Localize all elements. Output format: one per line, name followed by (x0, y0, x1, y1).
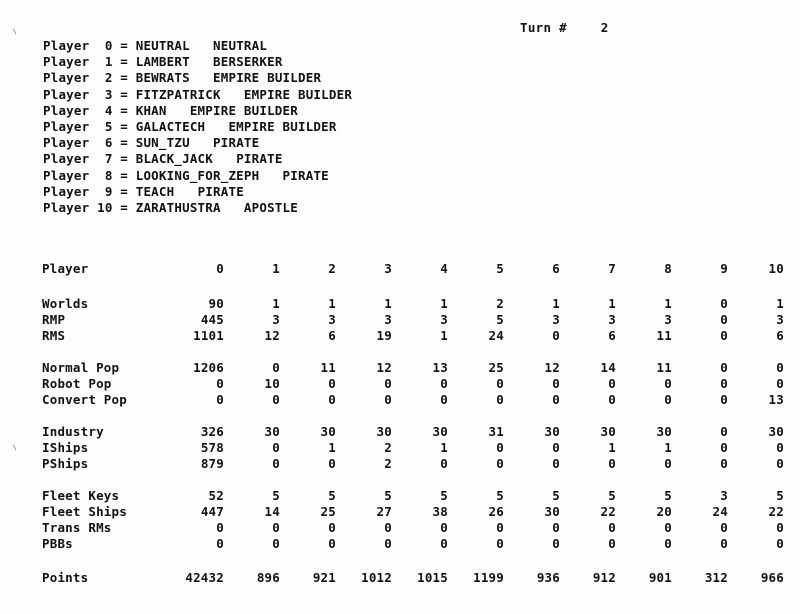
table-cell: 5 (776, 488, 784, 503)
table-cell: 0 (552, 536, 560, 551)
player-role: EMPIRE BUILDER (189, 102, 298, 118)
row-label: Normal Pop (42, 360, 120, 375)
table-cell: 25 (320, 504, 336, 519)
player-word: Player (43, 199, 90, 215)
paper-speck (13, 443, 19, 450)
paper-speck (13, 27, 19, 34)
column-header: 10 (768, 261, 784, 276)
player-role: EMPIRE BUILDER (243, 86, 353, 102)
table-cell: 0 (720, 536, 728, 551)
player-number: 8 (104, 167, 113, 183)
table-cell: 2 (384, 440, 392, 455)
player-word: Player (43, 183, 90, 199)
table-row (38, 328, 784, 344)
table-cell: 0 (720, 312, 728, 327)
table-cell: 90 (208, 296, 224, 311)
table-cell: 966 (760, 570, 784, 585)
table-cell: 12 (376, 360, 392, 375)
table-cell: 13 (768, 392, 784, 407)
table-cell: 0 (552, 520, 560, 535)
table-cell: 0 (496, 392, 504, 407)
table-cell: 0 (608, 536, 616, 551)
table-cell: 0 (496, 440, 504, 455)
table-cell: 0 (384, 520, 392, 535)
player-word: Player (43, 135, 90, 151)
table-cell: 0 (272, 360, 280, 375)
player-roster-line: Player 1 = LAMBERT BERSERKER (43, 54, 283, 70)
player-roster-line: Player 5 = GALACTECH EMPIRE BUILDER (43, 118, 337, 134)
table-cell: 42432 (185, 570, 224, 585)
player-role: EMPIRE BUILDER (228, 118, 337, 134)
table-cell: 3 (272, 312, 280, 327)
table-cell: 326 (200, 424, 224, 439)
table-cell: 0 (664, 536, 672, 551)
player-number: 6 (104, 135, 113, 151)
table-cell: 6 (776, 328, 784, 343)
table-cell: 0 (552, 456, 560, 471)
table-cell: 0 (328, 376, 336, 391)
player-name: LAMBERT (135, 54, 190, 70)
table-cell: 30 (768, 424, 784, 439)
player-name: SUN_TZU (135, 135, 190, 151)
player-name: GALACTECH (135, 118, 206, 134)
table-cell: 0 (440, 536, 448, 551)
table-row (38, 312, 784, 328)
row-label: Fleet Keys (42, 488, 120, 503)
table-cell: 30 (544, 504, 560, 519)
table-cell: 3 (608, 312, 616, 327)
player-role: NEUTRAL (213, 38, 268, 53)
player-number: 5 (104, 118, 113, 134)
table-cell: 0 (776, 520, 784, 535)
table-cell: 12 (264, 328, 280, 343)
table-cell: 27 (376, 504, 392, 519)
table-cell: 0 (776, 456, 784, 471)
table-cell: 0 (776, 376, 784, 391)
turn-label: Turn # (520, 20, 567, 35)
table-cell: 24 (712, 504, 728, 519)
player-name: LOOKING_FOR_ZEPH (135, 167, 260, 183)
table-cell: 0 (440, 376, 448, 391)
table-cell: 0 (720, 440, 728, 455)
player-roster-line: Player 10 = ZARATHUSTRA APOSTLE (43, 199, 298, 215)
table-cell: 0 (664, 520, 672, 535)
table-cell: 0 (216, 536, 224, 551)
table-cell: 1 (608, 440, 616, 455)
table-cell: 0 (552, 328, 560, 343)
table-cell: 578 (200, 440, 224, 455)
table-row (38, 504, 784, 520)
player-role: BERSERKER (213, 54, 283, 70)
table-cell: 0 (720, 520, 728, 535)
table-cell: 0 (552, 376, 560, 391)
table-cell: 24 (488, 328, 504, 343)
table-cell: 447 (200, 504, 224, 519)
table-cell: 0 (776, 440, 784, 455)
table-cell: 0 (552, 440, 560, 455)
player-role: PIRATE (282, 167, 329, 183)
table-cell: 5 (496, 312, 504, 327)
table-cell: 0 (384, 392, 392, 407)
table-cell: 10 (264, 376, 280, 391)
table-cell: 936 (536, 570, 560, 585)
player-word: Player (43, 102, 90, 118)
column-header: 5 (496, 261, 504, 276)
table-cell: 0 (608, 392, 616, 407)
table-cell: 1 (328, 440, 336, 455)
player-name: BLACK_JACK (135, 151, 213, 167)
player-word: Player (43, 86, 90, 102)
group-spacer (38, 280, 784, 296)
table-cell: 1 (776, 296, 784, 311)
table-cell: 0 (384, 376, 392, 391)
player-roster-line: Player 6 = SUN_TZU PIRATE (43, 135, 260, 151)
table-cell: 1199 (473, 570, 504, 585)
player-name: ZARATHUSTRA (135, 199, 221, 215)
table-cell: 0 (440, 392, 448, 407)
row-label: Robot Pop (42, 376, 112, 391)
table-cell: 0 (440, 456, 448, 471)
row-label: Industry (42, 424, 104, 439)
table-cell: 0 (608, 456, 616, 471)
table-cell: 0 (720, 296, 728, 311)
table-cell: 3 (776, 312, 784, 327)
table-cell: 0 (664, 392, 672, 407)
table-cell: 26 (488, 504, 504, 519)
table-cell: 6 (608, 328, 616, 343)
table-cell: 13 (432, 360, 448, 375)
player-role: PIRATE (236, 151, 283, 167)
column-header: 0 (216, 261, 224, 276)
table-cell: 445 (200, 312, 224, 327)
table-cell: 30 (600, 424, 616, 439)
table-cell: 22 (600, 504, 616, 519)
table-cell: 31 (488, 424, 504, 439)
table-cell: 0 (608, 376, 616, 391)
table-cell: 0 (216, 392, 224, 407)
table-row (38, 424, 784, 440)
table-cell: 0 (720, 328, 728, 343)
group-spacer (38, 408, 784, 424)
player-roster-line: Player 8 = LOOKING_FOR_ZEPH PIRATE (43, 167, 329, 183)
table-cell: 0 (272, 392, 280, 407)
table-cell: 30 (320, 424, 336, 439)
table-cell: 5 (664, 488, 672, 503)
table-cell: 30 (376, 424, 392, 439)
table-cell: 52 (208, 488, 224, 503)
row-label: PBBs (42, 536, 73, 551)
table-cell: 0 (496, 536, 504, 551)
player-role: APOSTLE (243, 199, 298, 215)
table-cell: 2 (496, 296, 504, 311)
player-word: Player (43, 118, 90, 134)
table-cell: 1206 (193, 360, 224, 375)
table-cell: 1 (664, 296, 672, 311)
table-cell: 0 (272, 440, 280, 455)
column-header: 2 (328, 261, 336, 276)
table-cell: 5 (608, 488, 616, 503)
group-spacer (38, 344, 784, 360)
table-row (38, 488, 784, 504)
player-number: 10 (97, 199, 113, 215)
player-name: BEWRATS (135, 70, 190, 86)
table-cell: 0 (496, 520, 504, 535)
player-role: PIRATE (213, 135, 260, 151)
table-cell: 6 (328, 328, 336, 343)
table-cell: 0 (720, 424, 728, 439)
player-roster-line: Player 4 = KHAN EMPIRE BUILDER (43, 102, 298, 118)
table-cell: 0 (272, 456, 280, 471)
column-header: 1 (272, 261, 280, 276)
table-cell: 5 (272, 488, 280, 503)
table-cell: 1 (552, 296, 560, 311)
table-cell: 0 (608, 520, 616, 535)
player-word: Player (43, 151, 90, 167)
table-row (38, 456, 784, 472)
turn-indicator (520, 20, 609, 35)
table-cell: 0 (496, 456, 504, 471)
row-label: Points (42, 570, 89, 585)
header-label: Player (42, 261, 89, 276)
table-cell: 0 (328, 456, 336, 471)
table-cell: 0 (776, 536, 784, 551)
table-cell: 11 (656, 328, 672, 343)
table-cell: 11 (320, 360, 336, 375)
column-header: 3 (384, 261, 392, 276)
table-cell: 12 (544, 360, 560, 375)
row-label: PShips (42, 456, 89, 471)
table-cell: 0 (440, 520, 448, 535)
table-cell: 2 (384, 456, 392, 471)
table-cell: 3 (384, 312, 392, 327)
row-label: Worlds (42, 296, 89, 311)
table-cell: 1 (440, 440, 448, 455)
player-roster-line: Player 7 = BLACK_JACK PIRATE (43, 151, 283, 167)
table-cell: 901 (648, 570, 672, 585)
table-cell: 3 (328, 312, 336, 327)
row-label: Fleet Ships (42, 504, 127, 519)
table-cell: 0 (776, 360, 784, 375)
table-cell: 0 (496, 376, 504, 391)
player-number: 4 (104, 102, 113, 118)
row-label: Trans RMs (42, 520, 112, 535)
table-cell: 0 (328, 536, 336, 551)
player-number: 0 (104, 38, 113, 53)
table-cell: 912 (592, 570, 616, 585)
table-cell: 3 (440, 312, 448, 327)
player-roster-line: Player 3 = FITZPATRICK EMPIRE BUILDER (43, 86, 353, 102)
column-header: 6 (552, 261, 560, 276)
player-stats-table (38, 258, 784, 588)
group-spacer (38, 552, 784, 568)
player-roster-line: Player 9 = TEACH PIRATE (43, 183, 244, 199)
player-roster (43, 38, 352, 216)
table-cell: 1 (664, 440, 672, 455)
table-cell: 30 (544, 424, 560, 439)
table-header-row (38, 258, 784, 280)
player-role: EMPIRE BUILDER (213, 70, 322, 86)
player-number: 3 (104, 86, 113, 102)
row-label: RMS (42, 328, 66, 343)
table-cell: 1015 (417, 570, 448, 585)
table-cell: 30 (264, 424, 280, 439)
player-number: 7 (104, 151, 113, 167)
table-cell: 5 (384, 488, 392, 503)
table-cell: 0 (720, 456, 728, 471)
table-cell: 0 (664, 376, 672, 391)
table-cell: 879 (200, 456, 224, 471)
table-cell: 0 (720, 360, 728, 375)
player-number: 9 (104, 183, 113, 199)
player-name: TEACH (135, 183, 175, 199)
table-cell: 0 (720, 392, 728, 407)
player-word: Player (43, 70, 90, 86)
player-number: 2 (104, 70, 113, 86)
player-name: KHAN (135, 102, 167, 118)
table-cell: 0 (720, 376, 728, 391)
table-cell: 0 (552, 392, 560, 407)
table-cell: 0 (664, 456, 672, 471)
table-cell: 0 (216, 376, 224, 391)
table-cell: 5 (328, 488, 336, 503)
table-cell: 3 (720, 488, 728, 503)
table-row (38, 392, 784, 408)
table-cell: 30 (432, 424, 448, 439)
player-name: FITZPATRICK (135, 86, 221, 102)
player-name: NEUTRAL (135, 38, 190, 53)
table-cell: 38 (432, 504, 448, 519)
table-cell: 30 (656, 424, 672, 439)
table-cell: 5 (440, 488, 448, 503)
table-cell: 5 (496, 488, 504, 503)
table-cell: 20 (656, 504, 672, 519)
table-cell: 19 (376, 328, 392, 343)
player-word: Player (43, 54, 90, 70)
table-row (38, 440, 784, 456)
player-word: Player (43, 167, 90, 183)
table-row (38, 376, 784, 392)
table-cell: 0 (328, 392, 336, 407)
table-cell: 14 (264, 504, 280, 519)
table-cell: 1 (440, 296, 448, 311)
table-cell: 3 (552, 312, 560, 327)
row-label: RMP (42, 312, 66, 327)
column-header: 7 (608, 261, 616, 276)
table-cell: 0 (216, 520, 224, 535)
player-word: Player (43, 38, 90, 53)
table-cell: 921 (312, 570, 336, 585)
table-row (38, 520, 784, 536)
table-cell: 0 (272, 536, 280, 551)
table-cell: 1 (328, 296, 336, 311)
column-header: 8 (664, 261, 672, 276)
player-number: 1 (104, 54, 113, 70)
table-cell: 1012 (361, 570, 392, 585)
table-cell: 1 (440, 328, 448, 343)
table-cell: 3 (664, 312, 672, 327)
table-cell: 1 (272, 296, 280, 311)
group-spacer (38, 472, 784, 488)
table-cell: 5 (552, 488, 560, 503)
table-row (38, 536, 784, 552)
table-cell: 22 (768, 504, 784, 519)
player-roster-line: Player 2 = BEWRATS EMPIRE BUILDER (43, 70, 322, 86)
table-cell: 1 (608, 296, 616, 311)
player-roster-line: Player 0 = NEUTRAL NEUTRAL (43, 38, 268, 53)
table-cell: 25 (488, 360, 504, 375)
turn-number: 2 (600, 20, 609, 35)
table-cell: 14 (600, 360, 616, 375)
row-label: Convert Pop (42, 392, 127, 407)
table-cell: 1 (384, 296, 392, 311)
table-row (38, 568, 784, 588)
player-role: PIRATE (197, 183, 244, 199)
column-header: 4 (440, 261, 448, 276)
table-row (38, 360, 784, 376)
table-cell: 0 (328, 520, 336, 535)
table-cell: 0 (384, 536, 392, 551)
table-cell: 1101 (193, 328, 224, 343)
table-cell: 0 (272, 520, 280, 535)
table-cell: 312 (704, 570, 728, 585)
row-label: IShips (42, 440, 89, 455)
table-cell: 896 (256, 570, 280, 585)
column-header: 9 (720, 261, 728, 276)
table-row (38, 296, 784, 312)
table-cell: 11 (656, 360, 672, 375)
